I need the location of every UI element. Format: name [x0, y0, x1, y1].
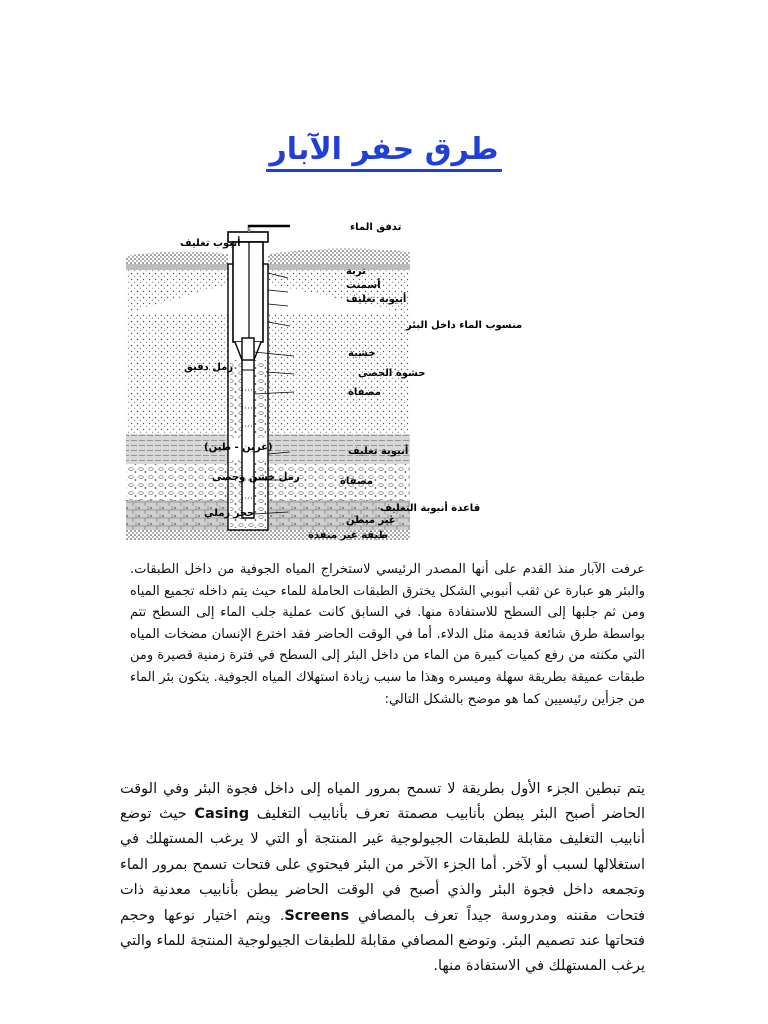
- label-unlined: غير مبطن: [346, 515, 396, 526]
- label-water-flow: تدفق الماء: [350, 222, 402, 233]
- paragraph2-part3: . ويتم اختيار نوعها وحجم فتحاتها عند تصميم البئر. وتوضع المصافي مقابلة للطبقات الجيولوجية المنتجة للماء والتي يرغب المستهلك في الاستفادة منها.: [120, 907, 645, 975]
- casing-screens-paragraph: [120, 777, 645, 980]
- label-sandstone: حجر رملي: [204, 508, 255, 519]
- label-fine-sand: رمل دقيق: [184, 362, 234, 373]
- label-casing-lower: أنبوبة تغليف: [348, 446, 409, 457]
- label-screen: مصفاة: [348, 387, 381, 398]
- paragraph2-part2: حيث توضع أنابيب التغليف مقابلة للطبقات الجيولوجية غير المنتجة أو التي لا يرغب المستهلك في استغلالها لسبب أو لآخر. أما الجزء الآخر من البئر فيحتوي على فتحات تسمح بمرور الماء وتجمعه داخل فجوة البئر والذي أصبح في الوقت الحاضر يبطن بأنابيب معدنية ذات فتحات مقننه ومدروسة جيداً تعرف بالمصافي: [120, 805, 645, 924]
- label-impermeable: طبقة غير منفذة: [308, 530, 389, 541]
- label-casing-pipe: أنبوبة تغليف: [346, 294, 407, 305]
- label-casing-top: أنبوب تغليف: [180, 238, 241, 249]
- label-water-level: منسوب الماء داخل البئر: [406, 320, 523, 331]
- label-screen-lower: مصفاة: [340, 476, 373, 487]
- page-title: طرق حفر الآبار: [266, 132, 503, 172]
- label-packer: حشية: [348, 348, 376, 359]
- label-casing-base: قاعدة أنبوبة التغليف: [380, 503, 481, 514]
- paragraph2-part1: يتم تبطين الجزء الأول بطريقة لا تسمح بمرور المياه إلى داخل فجوة البئر وفي الوقت الحاضر أصبح البئر يبطن بأنابيب مصمتة تعرف بأنابيب التغليف: [120, 780, 646, 822]
- label-coarse-sand: رمل خشن وحصى: [212, 472, 300, 483]
- term-casing: Casing: [194, 805, 250, 822]
- label-cement: أسمنت: [346, 280, 381, 291]
- intro-paragraph: عرفت الآبار منذ القدم على أنها المصدر الرئيسي لاستخراج المياه الجوفية من داخل الطبقات. والبئر هو عبارة عن ثقب أنبوبي الشكل يخترق الطبقات الحاملة للماء حيث يتم داخله تجميع المياه ومن ثم جلبها إلى السطح للاستفادة منها. في السابق كانت عملية جلب الماء إلى السطح تتم بواسطة طرق شائعة قديمة مثل الدلاء. أما في الوقت الحاضر فقد اخترع الإنسان مضخات المياه التي مكنته من رفع كميات كبيرة من الماء من داخل البئر إلى السطح في فترة زمنية قصيرة ومن طبقات عميقة بطريقة سهلة وميسره وهذا ما سبب زيادة استهلاك المياه الجوفية. يتكون بئر الماء من جزأين رئيسيين كما هو موضح بالشكل التالي:: [130, 562, 645, 707]
- term-screens: Screens: [284, 907, 350, 924]
- well-diagram: [118, 218, 523, 548]
- label-gravel-pack: حشوة الحصى: [358, 368, 426, 379]
- label-clay-silt: (غرين - طين): [204, 442, 273, 453]
- label-soil: تربة: [346, 266, 366, 277]
- page-title-wrap: [0, 132, 768, 167]
